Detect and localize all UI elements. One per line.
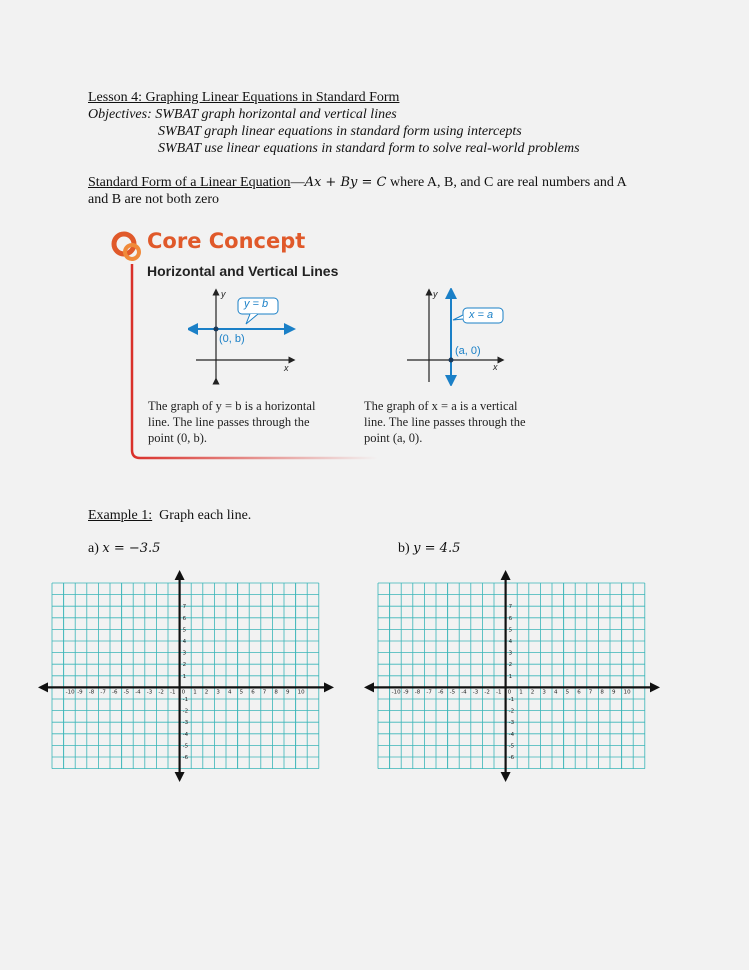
x-tick-label: 0 bbox=[181, 689, 186, 696]
y-tick-label: -3 bbox=[508, 720, 515, 727]
caption-right-line-2: line. The line passes through the bbox=[364, 415, 526, 429]
y-axis-label: y bbox=[433, 289, 438, 299]
intercept-point bbox=[449, 358, 454, 363]
problem-a-equation: x = −3.5 bbox=[102, 541, 161, 556]
x-tick-label: -2 bbox=[158, 689, 164, 696]
y-tick-label: 7 bbox=[182, 604, 187, 611]
x-tick-label: 9 bbox=[612, 689, 616, 696]
x-tick-label: 10 bbox=[297, 689, 305, 696]
x-tick-label: -10 bbox=[65, 689, 75, 696]
intercept-point bbox=[214, 327, 219, 332]
x-tick-label: 6 bbox=[251, 689, 255, 696]
y-tick-label: 5 bbox=[508, 627, 513, 634]
y-axis-arrow-down-icon bbox=[175, 772, 185, 782]
x-axis-label: x bbox=[493, 362, 498, 372]
y-axis-label: y bbox=[221, 289, 226, 299]
x-tick-label: 4 bbox=[228, 689, 232, 696]
y-tick-label: -2 bbox=[182, 708, 189, 715]
y-tick-label: 2 bbox=[182, 662, 187, 669]
y-tick-label: -5 bbox=[508, 743, 515, 750]
y-tick-label: 3 bbox=[508, 650, 513, 657]
x-tick-label: -1 bbox=[496, 689, 502, 696]
x-tick-label: -9 bbox=[77, 689, 83, 696]
x-tick-label: -8 bbox=[414, 689, 421, 696]
standard-form-text: where A, B, and C are real numbers and A bbox=[386, 175, 627, 190]
y-tick-label: 4 bbox=[508, 639, 513, 645]
y-axis-arrow-down-icon bbox=[501, 772, 511, 782]
y-tick-label: 4 bbox=[182, 639, 187, 645]
x-tick-label: -4 bbox=[135, 689, 141, 696]
y-tick-label: -1 bbox=[508, 697, 515, 703]
core-concept-subtitle: Horizontal and Vertical Lines bbox=[147, 263, 339, 279]
x-tick-label: -10 bbox=[391, 689, 401, 696]
objective-1: SWBAT graph horizontal and vertical lines bbox=[155, 107, 397, 122]
caption-right bbox=[364, 398, 526, 446]
x-tick-label: 3 bbox=[216, 689, 220, 696]
x-tick-label: 2 bbox=[204, 689, 209, 696]
y-tick-label: 5 bbox=[182, 627, 187, 634]
x-tick-label: -7 bbox=[100, 689, 106, 696]
x-tick-label: 5 bbox=[239, 689, 244, 696]
x-tick-label: 6 bbox=[577, 689, 581, 696]
core-concept-logo-icon bbox=[114, 234, 139, 259]
y-tick-label: -4 bbox=[508, 731, 515, 738]
x-tick-label: 0 bbox=[507, 689, 512, 696]
x-axis-arrow-left-icon bbox=[364, 682, 374, 692]
problem-a-label: a) bbox=[88, 541, 103, 556]
objectives-line-1 bbox=[88, 106, 397, 123]
x-tick-label: 3 bbox=[542, 689, 546, 696]
y-tick-label: 6 bbox=[508, 615, 513, 622]
y-tick-label: -6 bbox=[508, 755, 515, 761]
x-tick-label: -6 bbox=[438, 689, 444, 696]
y-tick-label: 1 bbox=[182, 673, 187, 680]
problem-b-label: b) bbox=[398, 541, 414, 556]
x-tick-label: 1 bbox=[193, 689, 197, 696]
x-tick-label: -9 bbox=[403, 689, 409, 696]
y-tick-label: 1 bbox=[508, 673, 513, 680]
problem-a bbox=[88, 540, 160, 557]
y-tick-label: -3 bbox=[182, 720, 189, 727]
objective-3: SWBAT use linear equations in standard form to solve real-world problems bbox=[158, 141, 580, 156]
x-axis-arrow-right-icon bbox=[650, 682, 660, 692]
objective-2: SWBAT graph linear equations in standard form using intercepts bbox=[158, 124, 522, 139]
problem-b bbox=[398, 540, 460, 557]
x-tick-label: 7 bbox=[262, 689, 267, 696]
x-tick-label: 8 bbox=[274, 689, 278, 696]
caption-left bbox=[148, 398, 315, 446]
standard-form-equation: Ax + By = C bbox=[304, 175, 387, 190]
x-tick-label: -8 bbox=[88, 689, 95, 696]
point-label-0-b: (0, b) bbox=[219, 333, 245, 345]
caption-right-line-1: The graph of x = a is a vertical bbox=[364, 399, 518, 413]
standard-form-line-1 bbox=[88, 174, 627, 191]
y-tick-label: -2 bbox=[508, 708, 515, 715]
example-label: Example 1: bbox=[88, 508, 153, 523]
x-tick-label: -4 bbox=[461, 689, 467, 696]
standard-form-label: Standard Form of a Linear Equation bbox=[88, 175, 291, 190]
point-label-a-0: (a, 0) bbox=[455, 345, 481, 357]
x-tick-label: -2 bbox=[484, 689, 490, 696]
callout-y-eq-b: y = b bbox=[244, 298, 269, 310]
caption-left-line-3: point (0, b). bbox=[148, 431, 208, 445]
y-tick-label: 3 bbox=[182, 650, 187, 657]
x-tick-label: -1 bbox=[170, 689, 176, 696]
y-axis-arrow-up-icon bbox=[501, 570, 511, 580]
em-dash: — bbox=[290, 175, 305, 190]
objectives-label: Objectives: bbox=[88, 107, 152, 122]
standard-form-line-2: and B are not both zero bbox=[88, 192, 220, 207]
x-tick-label: -3 bbox=[472, 689, 479, 696]
y-tick-label: 2 bbox=[508, 662, 513, 669]
x-axis-label: x bbox=[284, 363, 289, 373]
x-tick-label: 4 bbox=[554, 689, 558, 696]
y-tick-label: -6 bbox=[182, 755, 189, 761]
x-axis-arrow-left-icon bbox=[38, 682, 48, 692]
caption-right-line-3: point (a, 0). bbox=[364, 431, 423, 445]
x-tick-label: 2 bbox=[530, 689, 535, 696]
x-tick-label: 7 bbox=[588, 689, 593, 696]
x-tick-label: 10 bbox=[623, 689, 631, 696]
caption-left-line-1: The graph of y = b is a horizontal bbox=[148, 399, 316, 413]
problem-b-equation: y = 4.5 bbox=[413, 541, 461, 556]
coordinate-grid-a[interactable] bbox=[36, 570, 336, 782]
y-tick-label: 6 bbox=[182, 615, 187, 622]
y-tick-label: -5 bbox=[182, 743, 189, 750]
x-tick-label: 8 bbox=[600, 689, 604, 696]
y-tick-label: -1 bbox=[182, 697, 189, 703]
lesson-title: Lesson 4: Graphing Linear Equations in Standard Form bbox=[88, 90, 400, 105]
x-tick-label: -6 bbox=[112, 689, 118, 696]
x-tick-label: -3 bbox=[146, 689, 153, 696]
example-instruction: Graph each line. bbox=[159, 508, 252, 523]
x-axis-arrow-right-icon bbox=[324, 682, 334, 692]
x-tick-label: 5 bbox=[565, 689, 570, 696]
y-tick-label: -4 bbox=[182, 731, 189, 738]
x-tick-label: -7 bbox=[426, 689, 432, 696]
callout-x-eq-a: x = a bbox=[469, 309, 494, 321]
x-tick-label: 9 bbox=[286, 689, 290, 696]
y-axis-arrow-up-icon bbox=[175, 570, 185, 580]
caption-left-line-2: line. The line passes through the bbox=[148, 415, 310, 429]
x-tick-label: -5 bbox=[123, 689, 130, 696]
vertical-line-diagram bbox=[405, 288, 505, 386]
coordinate-grid-b[interactable] bbox=[362, 570, 662, 782]
x-tick-label: 1 bbox=[519, 689, 523, 696]
example-heading bbox=[88, 507, 251, 524]
x-tick-label: -5 bbox=[449, 689, 456, 696]
core-concept-title: Core Concept bbox=[147, 229, 306, 253]
y-tick-label: 7 bbox=[508, 604, 513, 611]
